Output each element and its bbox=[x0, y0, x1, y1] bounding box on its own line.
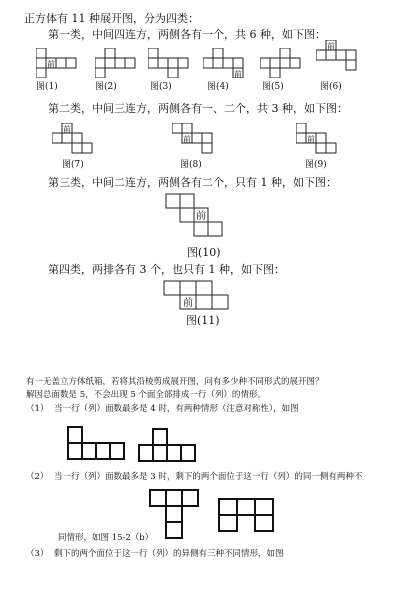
fig-11-caption: 图(11) bbox=[186, 314, 220, 327]
fig-7-caption: 图(7) bbox=[62, 160, 84, 170]
net-figure-11 bbox=[163, 280, 233, 314]
net-figure-8 bbox=[172, 123, 218, 159]
svg-text:前: 前 bbox=[183, 135, 191, 144]
net-figure-9 bbox=[296, 123, 342, 159]
net-figure-4 bbox=[203, 48, 249, 78]
net-1-shape bbox=[36, 48, 84, 78]
case1-number: （1） bbox=[26, 404, 49, 414]
svg-text:前: 前 bbox=[63, 125, 71, 134]
case1-text: 当一行（列）面数最多是 4 时，有两种情形（注意对称性），如图 bbox=[54, 404, 299, 414]
fig-5-caption: 图(5) bbox=[262, 82, 284, 92]
net-figure-2 bbox=[95, 48, 137, 78]
fig-10-caption: 图(10) bbox=[187, 246, 221, 259]
class1-text: 第一类，中间四连方，两侧各有一个，共 6 种，如下图： bbox=[48, 28, 326, 41]
intro-text: 正方体有 11 种展开图，分为四类： bbox=[24, 12, 199, 25]
net-figure-5 bbox=[260, 48, 306, 78]
svg-text:前: 前 bbox=[307, 135, 315, 144]
fig-6-caption: 图(6) bbox=[320, 82, 342, 92]
case2-number: （2） bbox=[26, 472, 49, 482]
case1-net-a bbox=[66, 425, 136, 463]
front-label: 前 bbox=[47, 60, 55, 69]
case2-text: 当一行（列）面数最多是 3 时，剩下的两个面位于这一行（列）的同一侧有两种不 bbox=[54, 472, 363, 482]
case3-text: 剩下的两个面位于这一行（列）的异侧有三种不同情形，如图 bbox=[54, 549, 284, 559]
class3-text: 第三类，中间二连方，两侧各有二个，只有 1 种，如下图： bbox=[48, 176, 337, 189]
net-figure-7 bbox=[52, 123, 98, 159]
problem-question: 有一无盖立方体纸箱，若将其沿棱剪成展开图，问有多少种不同形式的展开图？ bbox=[26, 377, 324, 387]
net-figure-10 bbox=[165, 193, 229, 251]
fig-2-caption: 图(2) bbox=[95, 82, 117, 92]
case2-continued: 同情形，如图 15-2（b） bbox=[58, 533, 154, 543]
svg-text:前: 前 bbox=[234, 70, 242, 78]
fig-1-caption: 图(1) bbox=[36, 82, 58, 92]
net-figure-1 bbox=[36, 48, 84, 78]
class2-text: 第二类，中间三连方，两侧各有一、二个，共 3 种，如下图： bbox=[48, 102, 348, 115]
case2-net-b bbox=[217, 497, 277, 551]
svg-text:前: 前 bbox=[183, 298, 193, 309]
fig-3-caption: 图(3) bbox=[150, 82, 172, 92]
case1-net-b bbox=[137, 427, 207, 465]
fig-4-caption: 图(4) bbox=[207, 82, 229, 92]
answer-intro: 解因总面数是 5，不会出现 5 个面全部排成一行（列）的情形。 bbox=[26, 390, 266, 400]
case3-number: （3） bbox=[26, 549, 49, 559]
fig-9-caption: 图(9) bbox=[305, 160, 327, 170]
class4-text: 第四类，两排各有 3 个，也只有 1 种，如下图： bbox=[48, 263, 285, 276]
case2-net-a bbox=[148, 488, 206, 548]
net-figure-6 bbox=[316, 40, 360, 80]
svg-text:前: 前 bbox=[196, 211, 206, 222]
fig-8-caption: 图(8) bbox=[180, 160, 202, 170]
svg-text:前: 前 bbox=[327, 42, 335, 51]
net-figure-3 bbox=[148, 48, 190, 78]
